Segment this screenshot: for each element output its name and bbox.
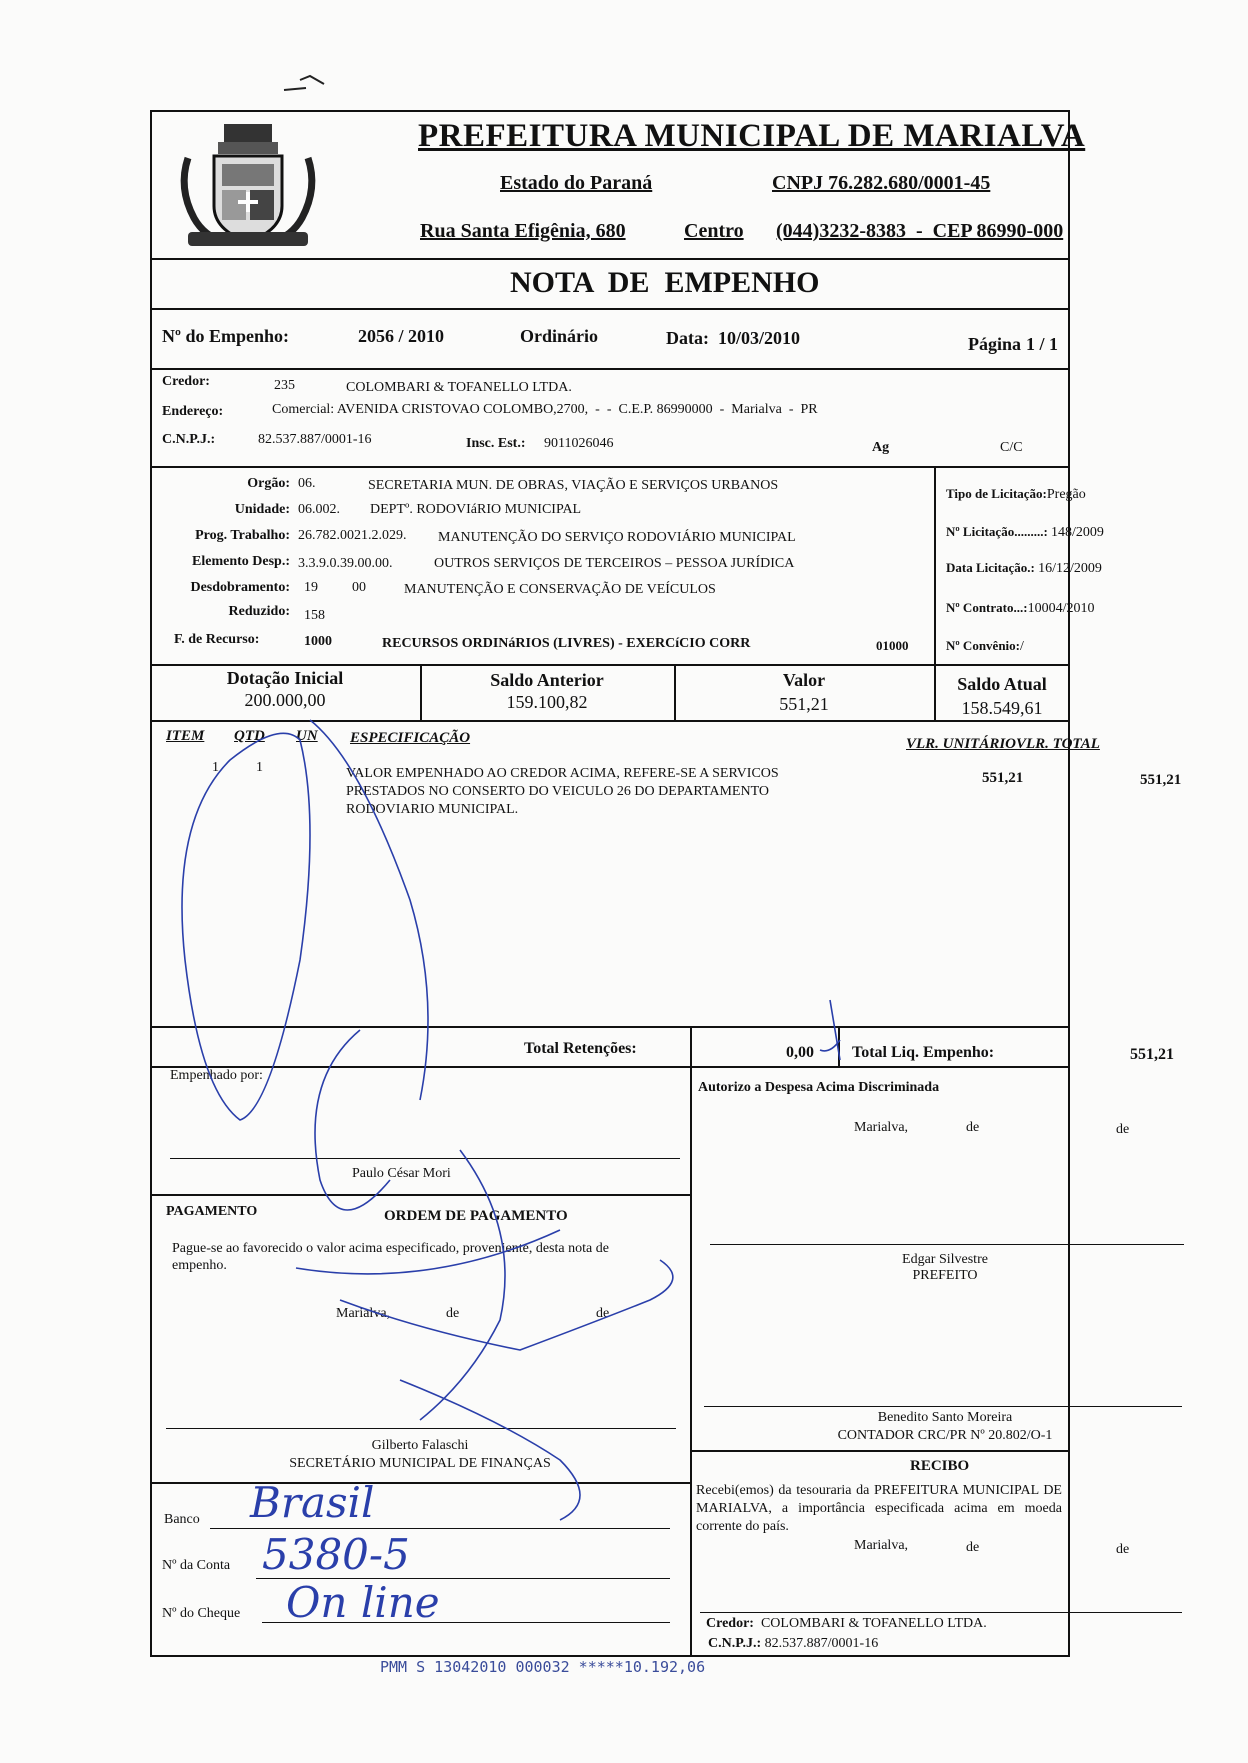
- empenhado-signer: Paulo César Mori: [352, 1166, 451, 1181]
- convenio-label: Nº Convênio:: [946, 638, 1020, 653]
- col-header-un: UN: [296, 728, 318, 744]
- desdobramento-label: Desdobramento:: [190, 580, 290, 595]
- address-label: Endereço:: [162, 404, 224, 419]
- prefeito-role: PREFEITO: [912, 1268, 978, 1283]
- valor-label: Valor: [782, 670, 826, 690]
- agency-label: Ag: [872, 440, 890, 455]
- unidade-desc: DEPTº. RODOVIáRIO MUNICIPAL: [370, 502, 582, 517]
- page-number: 1 / 1: [1026, 334, 1059, 354]
- prog-code: 26.782.0021.2.029.: [298, 528, 407, 543]
- prefeito-name: Edgar Silvestre: [902, 1252, 988, 1267]
- autorizo-de-1: de: [966, 1120, 980, 1135]
- empenhado-label: Empenhado por:: [170, 1068, 263, 1083]
- recibo-text: Recebi(emos) da tesouraria da PREFEITURA MUNICIPAL DE MARIALVA, a importância especificada acima em moeda corrente do país.: [696, 1483, 1062, 1534]
- recurso-number: 01000: [876, 638, 909, 653]
- licitacao-type-value: Pregão: [1046, 487, 1086, 502]
- banco-value: Brasil: [250, 1478, 375, 1527]
- licitacao-date-value: 16/12/2009: [1038, 561, 1102, 576]
- ordem-pagamento: ORDEM DE PAGAMENTO: [384, 1208, 568, 1224]
- pagamento-label: PAGAMENTO: [166, 1204, 258, 1219]
- convenio-value: /: [1020, 639, 1024, 654]
- prog-label: Prog. Trabalho:: [195, 528, 290, 543]
- prog-desc: MANUTENÇÃO DO SERVIÇO RODOVIÁRIO MUNICIPAL: [438, 530, 796, 545]
- elemento-desc: OUTROS SERVIÇOS DE TERCEIROS – PESSOA JURÍDICA: [434, 556, 795, 571]
- licitacao-date-label: Data Licitação.:: [946, 560, 1035, 575]
- conta-value: 5380-5: [262, 1530, 410, 1579]
- item-unit-price: 551,21: [982, 770, 1024, 786]
- autorizo-de-2: de: [1116, 1122, 1130, 1137]
- recibo-credor-label: Credor:: [706, 1616, 754, 1631]
- recibo-title: RECIBO: [910, 1458, 970, 1474]
- elemento-label: Elemento Desp.:: [192, 554, 290, 569]
- total-liquido-value: 551,21: [1130, 1046, 1174, 1063]
- insc-label: Insc. Est.:: [466, 436, 526, 451]
- empenho-date-label: Data:: [666, 328, 709, 348]
- col-header-qtd: QTD: [234, 728, 265, 744]
- contador-name: Benedito Santo Moreira: [877, 1410, 1013, 1425]
- cnpj-label: C.N.P.J.:: [162, 432, 216, 447]
- item-spec-line-2: PRESTADOS NO CONSERTO DO VEICULO 26 DO DEPARTAMENTO: [346, 784, 769, 799]
- desdobramento-code: 19: [304, 580, 318, 595]
- recibo-city: Marialva,: [854, 1538, 909, 1553]
- recibo-de-2: de: [1116, 1542, 1130, 1557]
- orgao-desc: SECRETARIA MUN. DE OBRAS, VIAÇÃO E SERVIÇOS URBANOS: [368, 478, 779, 493]
- empenho-number-label: Nº do Empenho:: [162, 326, 289, 346]
- address-street: Rua Santa Efigênia, 680: [420, 220, 626, 242]
- document-title: NOTA DE EMPENHO: [510, 266, 820, 299]
- account-label: C/C: [1000, 440, 1023, 455]
- reduzido-label: Reduzido:: [228, 604, 290, 619]
- desdobramento-subcode: 00: [352, 580, 366, 595]
- contract-value: 10004/2010: [1027, 601, 1095, 616]
- recurso-code: 1000: [304, 634, 332, 649]
- unidade-code: 06.002.: [298, 502, 340, 517]
- autorizo-city: Marialva,: [854, 1120, 909, 1135]
- col-header-item: ITEM: [166, 728, 205, 744]
- item-spec-line-1: VALOR EMPENHADO AO CREDOR ACIMA, REFERE-SE A SERVICOS: [346, 766, 779, 781]
- orgao-code: 06.: [298, 476, 316, 491]
- secretario-role: SECRETÁRIO MUNICIPAL DE FINANÇAS: [289, 1456, 551, 1471]
- empenho-number: 2056 / 2010: [358, 326, 445, 346]
- credor-name: COLOMBARI & TOFANELLO LTDA.: [346, 380, 572, 395]
- pagamento-de-1: de: [446, 1306, 460, 1321]
- reduzido-value: 158: [304, 608, 325, 623]
- saldo-anterior-label: Saldo Anterior: [490, 670, 604, 690]
- autorizo-text: Autorizo a Despesa Acima Discriminada: [698, 1080, 940, 1095]
- orgao-label: Orgão:: [247, 476, 290, 491]
- pagamento-text: Pague-se ao favorecido o valor acima especificado, proveniente, desta nota de empenho.: [172, 1241, 609, 1273]
- cnpj-value: 82.537.887/0001-16: [258, 432, 372, 447]
- phone-cep: (044)3232-8383 - CEP 86990-000: [776, 220, 1064, 242]
- licitacao-number-value: 148/2009: [1051, 525, 1104, 540]
- col-header-unit-price: VLR. UNITÁRIO: [906, 736, 1017, 752]
- recibo-cnpj-label: C.N.P.J.:: [708, 1636, 762, 1651]
- credor-code: 235: [274, 378, 295, 393]
- pagamento-city: Marialva,: [336, 1306, 391, 1321]
- banco-label: Banco: [164, 1512, 200, 1527]
- dotacao-inicial-label: Dotação Inicial: [226, 668, 344, 688]
- pagamento-de-2: de: [596, 1306, 610, 1321]
- cnpj-header: CNPJ 76.282.680/0001-45: [772, 172, 991, 194]
- recurso-desc: RECURSOS ORDINáRIOS (LIVRES) - EXERCíCIO CORR: [382, 636, 751, 651]
- recurso-label: F. de Recurso:: [174, 632, 260, 647]
- item-spec-line-3: RODOVIARIO MUNICIPAL.: [346, 802, 519, 817]
- dotacao-inicial-value: 200.000,00: [244, 690, 326, 710]
- desdobramento-desc: MANUTENÇÃO E CONSERVAÇÃO DE VEÍCULOS: [404, 582, 716, 597]
- contract-label: Nº Contrato...:: [946, 600, 1028, 615]
- col-header-spec: ESPECIFICAÇÃO: [350, 730, 471, 746]
- saldo-anterior-value: 159.100,82: [506, 692, 588, 712]
- valor-value: 551,21: [779, 694, 829, 714]
- credor-label: Credor:: [162, 374, 210, 389]
- recibo-cnpj-value: 82.537.887/0001-16: [764, 1636, 879, 1651]
- recibo-credor-value: COLOMBARI & TOFANELLO LTDA.: [760, 1616, 987, 1631]
- licitacao-number-label: Nº Licitação.........:: [946, 524, 1048, 539]
- insc-value: 9011026046: [544, 436, 614, 451]
- contador-role: CONTADOR CRC/PR Nº 20.802/O-1: [837, 1428, 1053, 1443]
- state-name: Estado do Paraná: [500, 172, 653, 194]
- total-liquido-label: Total Liq. Empenho:: [852, 1044, 995, 1061]
- saldo-atual-value: 158.549,61: [961, 698, 1043, 718]
- item-total: 551,21: [1140, 772, 1182, 788]
- col-header-total: VLR. TOTAL: [1016, 736, 1100, 752]
- address-value: Comercial: AVENIDA CRISTOVAO COLOMBO,2700, - - C.E.P. 86990000 - Marialva - PR: [272, 402, 818, 417]
- conta-label: Nº da Conta: [162, 1558, 231, 1573]
- retencoes-value: 0,00: [786, 1044, 814, 1061]
- recibo-de-1: de: [966, 1540, 980, 1555]
- empenho-type: Ordinário: [520, 326, 599, 346]
- page-label: Página: [968, 334, 1022, 354]
- secretario-name: Gilberto Falaschi: [371, 1438, 469, 1453]
- unidade-label: Unidade:: [234, 502, 290, 517]
- retencoes-label: Total Retenções:: [524, 1040, 637, 1057]
- elemento-code: 3.3.9.0.39.00.00.: [298, 556, 393, 571]
- payment-stamp: PMM S 13042010 000032 *****10.192,06: [380, 1658, 706, 1676]
- saldo-atual-label: Saldo Atual: [957, 674, 1047, 694]
- item-number: 1: [212, 760, 219, 775]
- page-title: PREFEITURA MUNICIPAL DE MARIALVA: [418, 118, 1086, 154]
- empenho-date: 10/03/2010: [718, 328, 801, 348]
- licitacao-type-label: Tipo de Licitação:: [946, 486, 1047, 501]
- cheque-label: Nº do Cheque: [162, 1606, 241, 1621]
- address-district: Centro: [684, 220, 744, 242]
- cheque-value: On line: [286, 1578, 440, 1627]
- item-qty: 1: [256, 760, 263, 775]
